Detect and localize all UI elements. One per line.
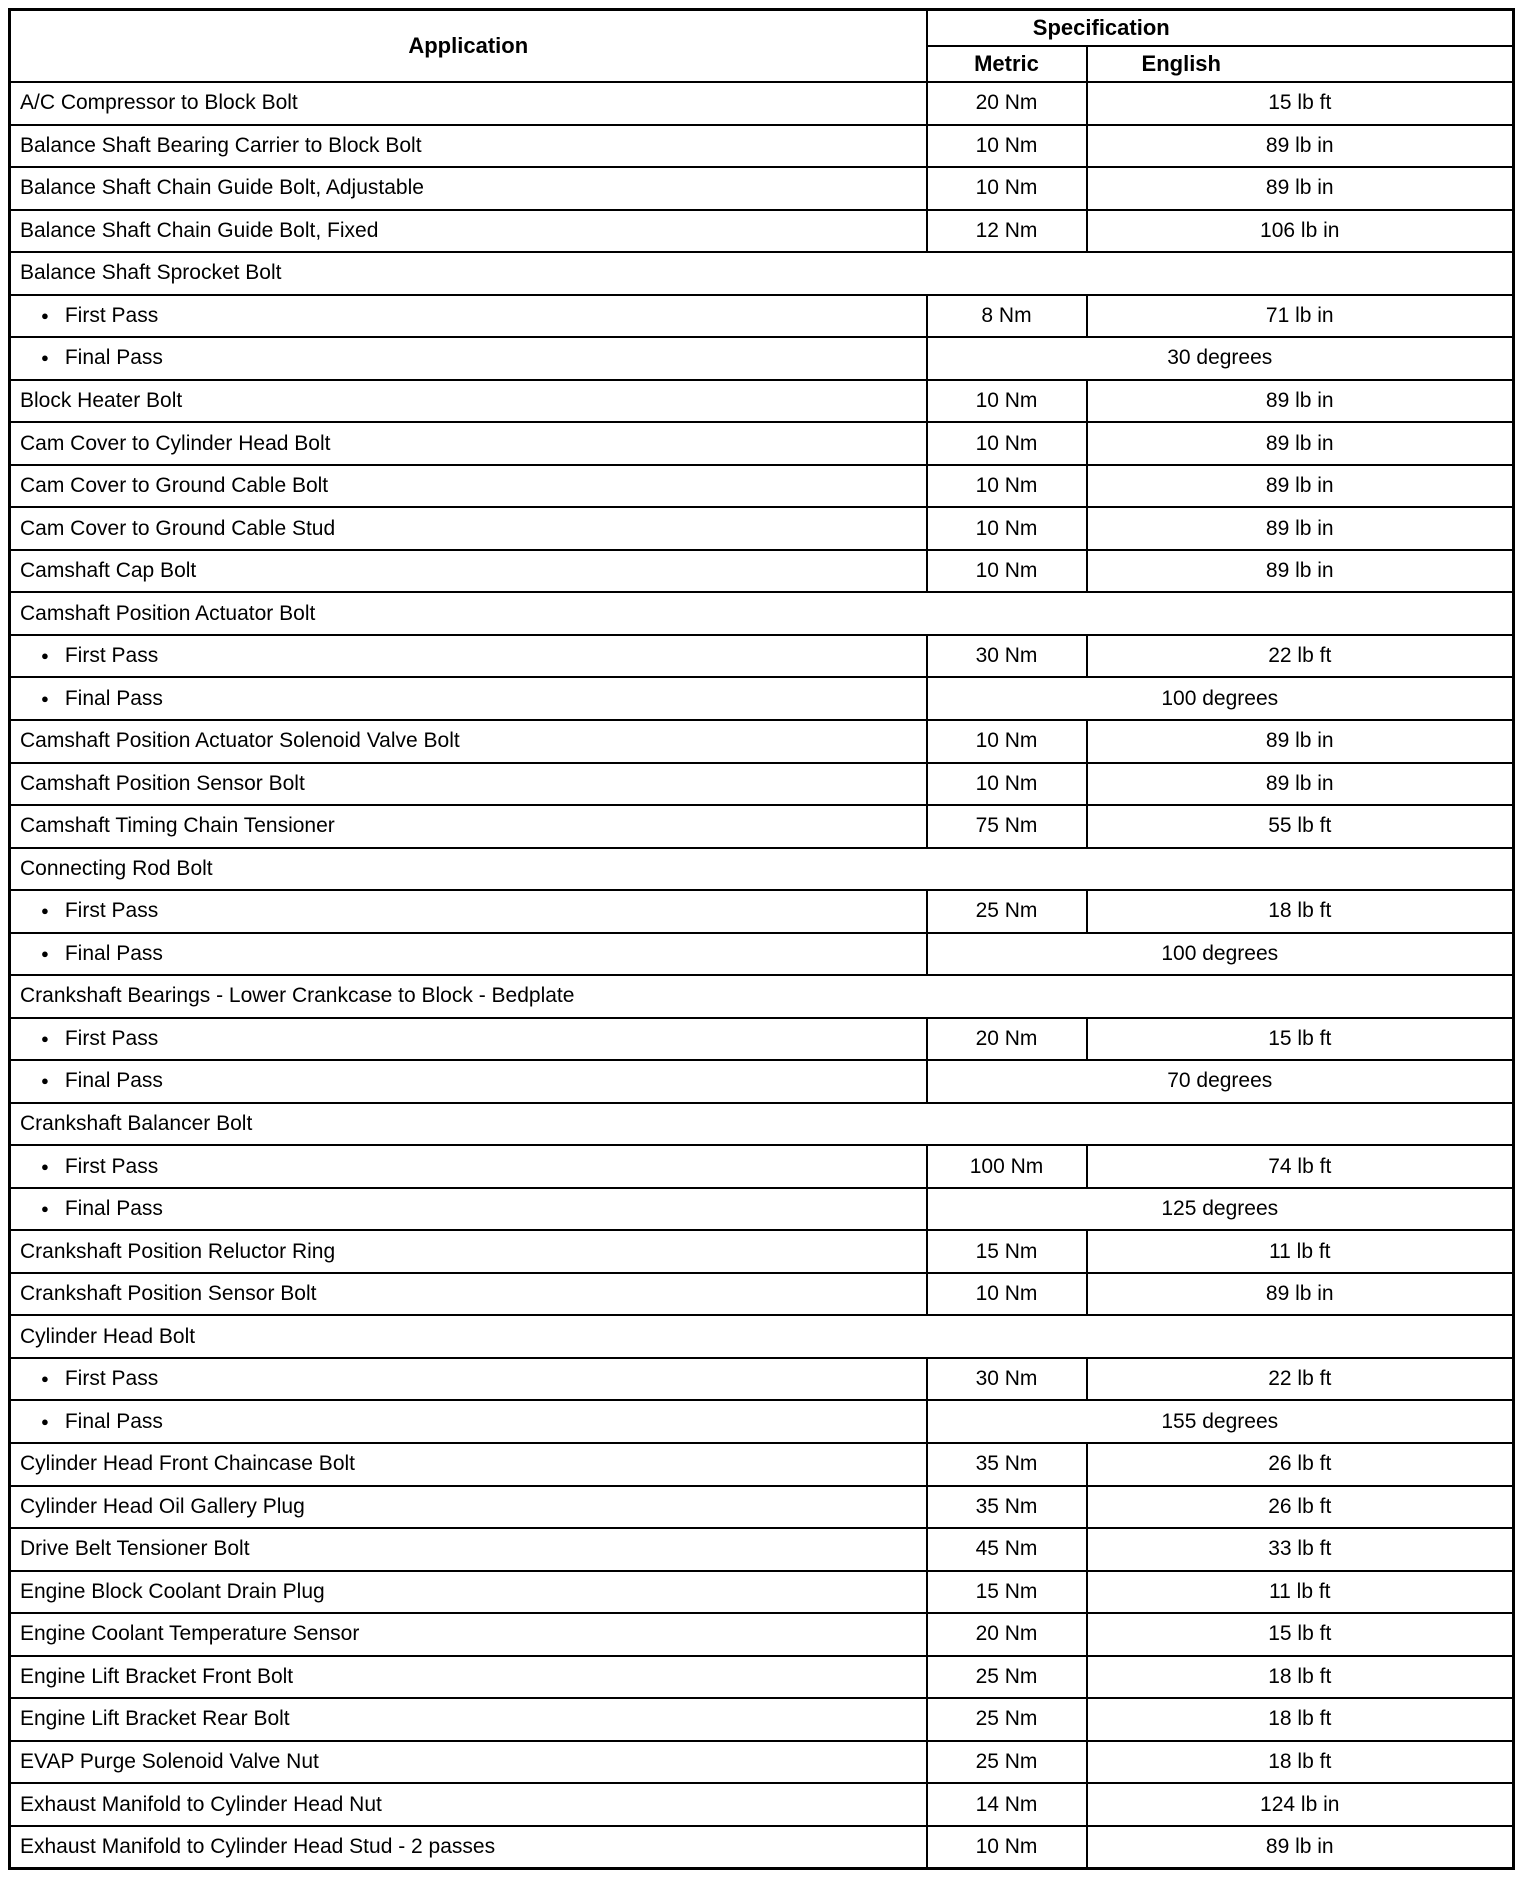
spec-row [10, 1656, 1514, 1699]
application-cell [10, 1145, 927, 1188]
english-value-cell: 89 lb in [1087, 422, 1514, 465]
english-value-cell: 11 lb ft [1087, 1571, 1514, 1614]
metric-value-cell: 45 Nm [927, 1528, 1087, 1571]
pass-label: First Pass [64, 899, 159, 923]
spec-row [10, 1741, 1514, 1784]
metric-value-cell: 10 Nm [927, 1826, 1087, 1869]
section-label: Connecting Rod Bolt [10, 848, 1514, 891]
application-cell: Cylinder Head Front Chaincase Bolt [10, 1443, 927, 1486]
application-cell: Engine Coolant Temperature Sensor [10, 1613, 927, 1656]
spec-row [10, 890, 1514, 933]
col-header-application: Application [10, 10, 927, 83]
combined-value-cell: 70 degrees [927, 1060, 1514, 1103]
english-value-cell: 55 lb ft [1087, 805, 1514, 848]
spec-row [10, 677, 1514, 720]
english-value-cell: 22 lb ft [1087, 1358, 1514, 1401]
metric-value-cell: 25 Nm [927, 890, 1087, 933]
application-cell [10, 1358, 927, 1401]
pass-label: Final Pass [64, 686, 163, 710]
application-cell: Engine Block Coolant Drain Plug [10, 1571, 927, 1614]
application-cell: Balance Shaft Bearing Carrier to Block Bolt [10, 125, 927, 168]
application-cell: Block Heater Bolt [10, 380, 927, 423]
metric-value-cell: 10 Nm [927, 167, 1087, 210]
english-value-cell: 89 lb in [1087, 1273, 1514, 1316]
application-cell [10, 890, 927, 933]
combined-value-cell: 125 degrees [927, 1188, 1514, 1231]
section-row [10, 1103, 1514, 1146]
pass-label: First Pass [64, 1154, 159, 1178]
english-value-cell: 89 lb in [1087, 465, 1514, 508]
pass-label: Final Pass [64, 1409, 163, 1433]
combined-value-cell: 155 degrees [927, 1400, 1514, 1443]
spec-row [10, 1826, 1514, 1869]
spec-row [10, 1188, 1514, 1231]
english-value-cell: 74 lb ft [1087, 1145, 1514, 1188]
section-row [10, 975, 1514, 1018]
metric-value-cell: 30 Nm [927, 635, 1087, 678]
bullet-icon: ● [41, 903, 49, 919]
spec-row [10, 1400, 1514, 1443]
bullet-icon: ● [41, 945, 49, 961]
spec-row [10, 550, 1514, 593]
spec-row [10, 1018, 1514, 1061]
bullet-icon: ● [41, 1371, 49, 1387]
metric-value-cell: 10 Nm [927, 422, 1087, 465]
col-header-english: English [1087, 46, 1514, 82]
bullet-icon: ● [41, 648, 49, 664]
metric-value-cell: 15 Nm [927, 1571, 1087, 1614]
metric-value-cell: 20 Nm [927, 1018, 1087, 1061]
spec-row [10, 1273, 1514, 1316]
english-value-cell: 89 lb in [1087, 1826, 1514, 1869]
spec-row [10, 720, 1514, 763]
pass-label: Final Pass [64, 1069, 163, 1093]
application-cell [10, 677, 927, 720]
application-cell [10, 1018, 927, 1061]
metric-value-cell: 14 Nm [927, 1783, 1087, 1826]
spec-row [10, 167, 1514, 210]
metric-value-cell: 8 Nm [927, 295, 1087, 338]
application-cell: Balance Shaft Chain Guide Bolt, Adjustable [10, 167, 927, 210]
application-cell [10, 1188, 927, 1231]
bullet-icon: ● [41, 350, 49, 366]
english-value-cell: 22 lb ft [1087, 635, 1514, 678]
english-value-cell: 15 lb ft [1087, 82, 1514, 125]
spec-row [10, 1783, 1514, 1826]
english-value-cell: 18 lb ft [1087, 1741, 1514, 1784]
english-value-cell: 124 lb in [1087, 1783, 1514, 1826]
spec-row [10, 295, 1514, 338]
metric-value-cell: 75 Nm [927, 805, 1087, 848]
section-row [10, 252, 1514, 295]
application-cell: Camshaft Position Actuator Solenoid Valve Bolt [10, 720, 927, 763]
english-value-cell: 26 lb ft [1087, 1486, 1514, 1529]
application-cell: Crankshaft Position Reluctor Ring [10, 1230, 927, 1273]
metric-value-cell: 25 Nm [927, 1741, 1087, 1784]
spec-row [10, 465, 1514, 508]
application-cell: Cam Cover to Ground Cable Bolt [10, 465, 927, 508]
section-row [10, 1315, 1514, 1358]
metric-value-cell: 10 Nm [927, 763, 1087, 806]
metric-value-cell: 10 Nm [927, 507, 1087, 550]
spec-row [10, 1145, 1514, 1188]
application-cell [10, 295, 927, 338]
spec-row [10, 1486, 1514, 1529]
spec-row [10, 210, 1514, 253]
english-value-cell: 89 lb in [1087, 167, 1514, 210]
spec-row [10, 82, 1514, 125]
combined-value-cell: 100 degrees [927, 933, 1514, 976]
application-cell: Exhaust Manifold to Cylinder Head Nut [10, 1783, 927, 1826]
spec-row [10, 1060, 1514, 1103]
metric-value-cell: 35 Nm [927, 1486, 1087, 1529]
english-value-cell: 33 lb ft [1087, 1528, 1514, 1571]
pass-label: Final Pass [64, 941, 163, 965]
spec-row [10, 1443, 1514, 1486]
metric-value-cell: 10 Nm [927, 1273, 1087, 1316]
col-header-specification: Specification [927, 10, 1514, 47]
english-value-cell: 26 lb ft [1087, 1443, 1514, 1486]
application-cell: A/C Compressor to Block Bolt [10, 82, 927, 125]
pass-label: First Pass [64, 1367, 159, 1391]
spec-row [10, 1698, 1514, 1741]
application-cell [10, 1400, 927, 1443]
application-cell: Cam Cover to Ground Cable Stud [10, 507, 927, 550]
metric-value-cell: 10 Nm [927, 550, 1087, 593]
metric-value-cell: 10 Nm [927, 465, 1087, 508]
english-value-cell: 89 lb in [1087, 763, 1514, 806]
english-value-cell: 89 lb in [1087, 507, 1514, 550]
fastener-spec-table [8, 8, 1515, 1870]
application-cell: Engine Lift Bracket Front Bolt [10, 1656, 927, 1699]
bullet-icon: ● [41, 1030, 49, 1046]
metric-value-cell: 25 Nm [927, 1698, 1087, 1741]
section-label: Balance Shaft Sprocket Bolt [10, 252, 1514, 295]
english-value-cell: 71 lb in [1087, 295, 1514, 338]
application-cell: Camshaft Timing Chain Tensioner [10, 805, 927, 848]
pass-label: First Pass [64, 303, 159, 327]
metric-value-cell: 20 Nm [927, 1613, 1087, 1656]
section-label: Crankshaft Bearings - Lower Crankcase to Block - Bedplate [10, 975, 1514, 1018]
application-cell: EVAP Purge Solenoid Valve Nut [10, 1741, 927, 1784]
metric-value-cell: 10 Nm [927, 720, 1087, 763]
spec-row [10, 380, 1514, 423]
application-cell [10, 933, 927, 976]
metric-value-cell: 20 Nm [927, 82, 1087, 125]
section-label: Camshaft Position Actuator Bolt [10, 592, 1514, 635]
application-cell: Camshaft Position Sensor Bolt [10, 763, 927, 806]
header-row-1 [10, 10, 1514, 47]
pass-label: First Pass [64, 644, 159, 668]
bullet-icon: ● [41, 690, 49, 706]
metric-value-cell: 30 Nm [927, 1358, 1087, 1401]
metric-value-cell: 10 Nm [927, 125, 1087, 168]
english-value-cell: 89 lb in [1087, 125, 1514, 168]
bullet-icon: ● [41, 1158, 49, 1174]
pass-label: Final Pass [64, 1197, 163, 1221]
bullet-icon: ● [41, 1413, 49, 1429]
combined-value-cell: 30 degrees [927, 337, 1514, 380]
pass-label: Final Pass [64, 346, 163, 370]
english-value-cell: 15 lb ft [1087, 1018, 1514, 1061]
english-value-cell: 89 lb in [1087, 720, 1514, 763]
spec-row [10, 337, 1514, 380]
spec-row [10, 1571, 1514, 1614]
pass-label: First Pass [64, 1026, 159, 1050]
application-cell: Crankshaft Position Sensor Bolt [10, 1273, 927, 1316]
metric-value-cell: 35 Nm [927, 1443, 1087, 1486]
spec-row [10, 635, 1514, 678]
metric-value-cell: 12 Nm [927, 210, 1087, 253]
application-cell [10, 337, 927, 380]
application-cell: Cylinder Head Oil Gallery Plug [10, 1486, 927, 1529]
col-header-metric: Metric [927, 46, 1087, 82]
application-cell: Cam Cover to Cylinder Head Bolt [10, 422, 927, 465]
english-value-cell: 18 lb ft [1087, 890, 1514, 933]
spec-row [10, 125, 1514, 168]
spec-row [10, 422, 1514, 465]
bullet-icon: ● [41, 1201, 49, 1217]
english-value-cell: 89 lb in [1087, 550, 1514, 593]
metric-value-cell: 10 Nm [927, 380, 1087, 423]
metric-value-cell: 15 Nm [927, 1230, 1087, 1273]
application-cell: Exhaust Manifold to Cylinder Head Stud - 2 passes [10, 1826, 927, 1869]
english-value-cell: 15 lb ft [1087, 1613, 1514, 1656]
metric-value-cell: 25 Nm [927, 1656, 1087, 1699]
bullet-icon: ● [41, 307, 49, 323]
spec-row [10, 1613, 1514, 1656]
application-cell [10, 1060, 927, 1103]
application-cell [10, 635, 927, 678]
section-row [10, 592, 1514, 635]
section-label: Cylinder Head Bolt [10, 1315, 1514, 1358]
section-row [10, 848, 1514, 891]
spec-table-body [10, 82, 1514, 1869]
section-label: Crankshaft Balancer Bolt [10, 1103, 1514, 1146]
spec-row [10, 933, 1514, 976]
application-cell: Engine Lift Bracket Rear Bolt [10, 1698, 927, 1741]
spec-row [10, 507, 1514, 550]
english-value-cell: 89 lb in [1087, 380, 1514, 423]
spec-row [10, 805, 1514, 848]
bullet-icon: ● [41, 1073, 49, 1089]
application-cell: Drive Belt Tensioner Bolt [10, 1528, 927, 1571]
english-value-cell: 11 lb ft [1087, 1230, 1514, 1273]
combined-value-cell: 100 degrees [927, 677, 1514, 720]
application-cell: Camshaft Cap Bolt [10, 550, 927, 593]
english-value-cell: 106 lb in [1087, 210, 1514, 253]
application-cell: Balance Shaft Chain Guide Bolt, Fixed [10, 210, 927, 253]
table-header [10, 10, 1514, 83]
spec-row [10, 1230, 1514, 1273]
spec-row [10, 1528, 1514, 1571]
spec-row [10, 763, 1514, 806]
english-value-cell: 18 lb ft [1087, 1698, 1514, 1741]
metric-value-cell: 100 Nm [927, 1145, 1087, 1188]
spec-row [10, 1358, 1514, 1401]
english-value-cell: 18 lb ft [1087, 1656, 1514, 1699]
